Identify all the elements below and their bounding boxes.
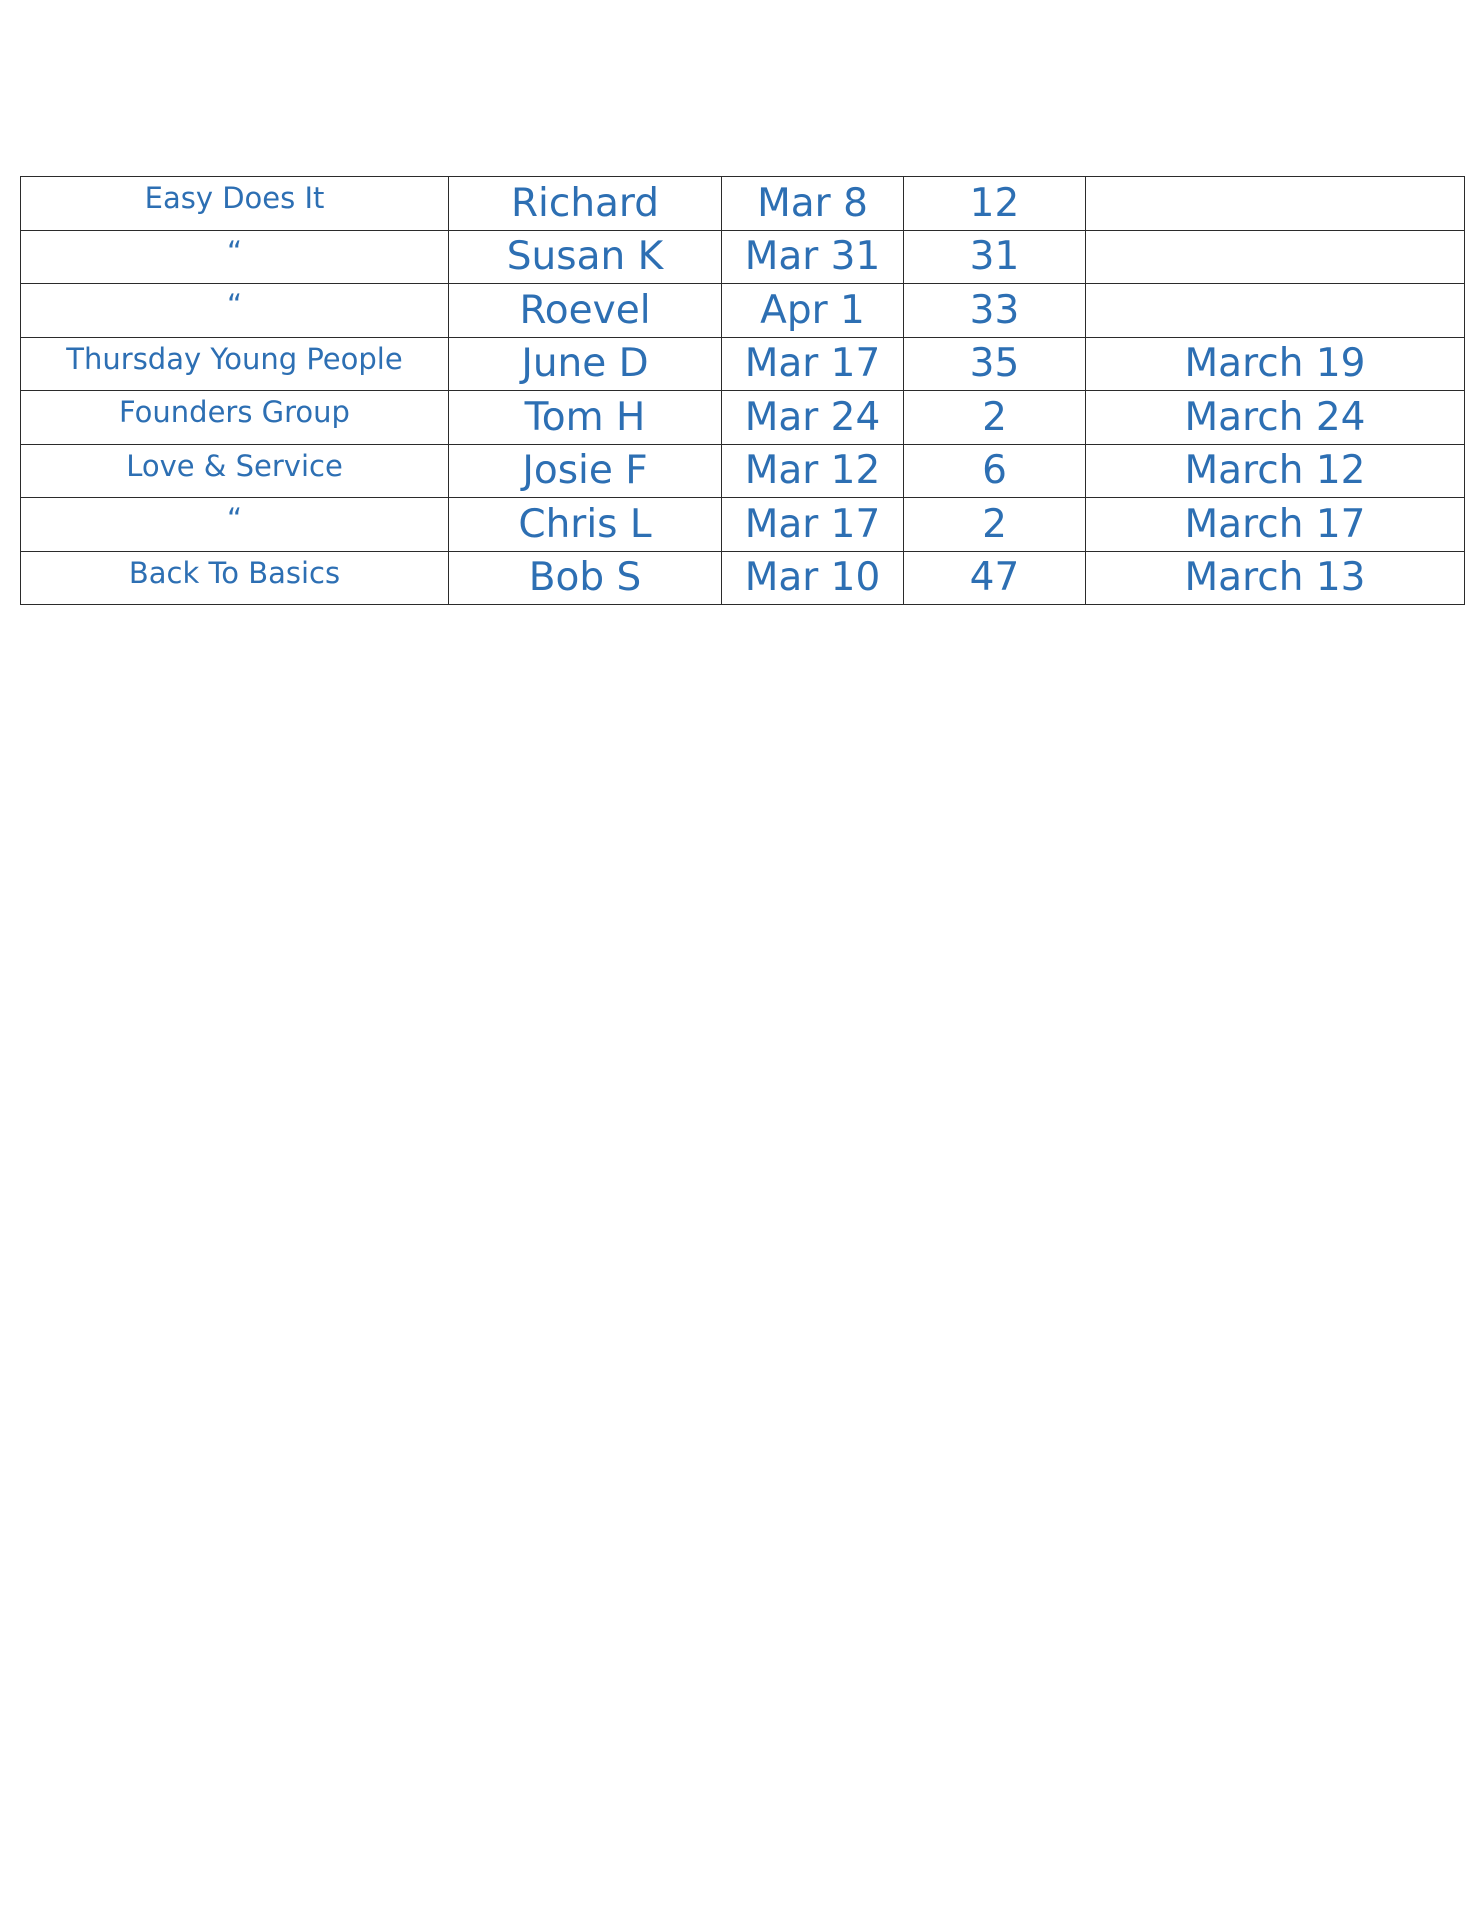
name-cell: Bob S [449, 551, 722, 605]
group-cell: “ [21, 230, 449, 284]
group-cell: “ [21, 498, 449, 552]
followup-date-cell: March 13 [1086, 551, 1465, 605]
count-cell: 12 [904, 177, 1086, 231]
followup-date-cell: March 19 [1086, 337, 1465, 391]
date-cell: Mar 17 [722, 337, 904, 391]
schedule-table [20, 176, 1465, 605]
count-cell: 31 [904, 230, 1086, 284]
table-row [21, 284, 1465, 338]
table-row [21, 177, 1465, 231]
table-row [21, 337, 1465, 391]
group-cell: “ [21, 284, 449, 338]
date-cell: Mar 17 [722, 498, 904, 552]
count-cell: 35 [904, 337, 1086, 391]
name-cell: Tom H [449, 391, 722, 445]
date-cell: Apr 1 [722, 284, 904, 338]
date-cell: Mar 31 [722, 230, 904, 284]
group-cell: Thursday Young People [21, 337, 449, 391]
count-cell: 2 [904, 391, 1086, 445]
date-cell: Mar 10 [722, 551, 904, 605]
count-cell: 47 [904, 551, 1086, 605]
followup-date-cell [1086, 230, 1465, 284]
count-cell: 2 [904, 498, 1086, 552]
group-cell: Love & Service [21, 444, 449, 498]
name-cell: Richard [449, 177, 722, 231]
name-cell: June D [449, 337, 722, 391]
group-cell: Founders Group [21, 391, 449, 445]
table-row [21, 230, 1465, 284]
table-row [21, 498, 1465, 552]
name-cell: Josie F [449, 444, 722, 498]
followup-date-cell: March 17 [1086, 498, 1465, 552]
table-row [21, 391, 1465, 445]
table-row [21, 551, 1465, 605]
count-cell: 33 [904, 284, 1086, 338]
followup-date-cell [1086, 177, 1465, 231]
followup-date-cell: March 12 [1086, 444, 1465, 498]
followup-date-cell: March 24 [1086, 391, 1465, 445]
group-cell: Back To Basics [21, 551, 449, 605]
date-cell: Mar 8 [722, 177, 904, 231]
name-cell: Susan K [449, 230, 722, 284]
table-row [21, 444, 1465, 498]
date-cell: Mar 12 [722, 444, 904, 498]
name-cell: Chris L [449, 498, 722, 552]
date-cell: Mar 24 [722, 391, 904, 445]
group-cell: Easy Does It [21, 177, 449, 231]
followup-date-cell [1086, 284, 1465, 338]
count-cell: 6 [904, 444, 1086, 498]
name-cell: Roevel [449, 284, 722, 338]
